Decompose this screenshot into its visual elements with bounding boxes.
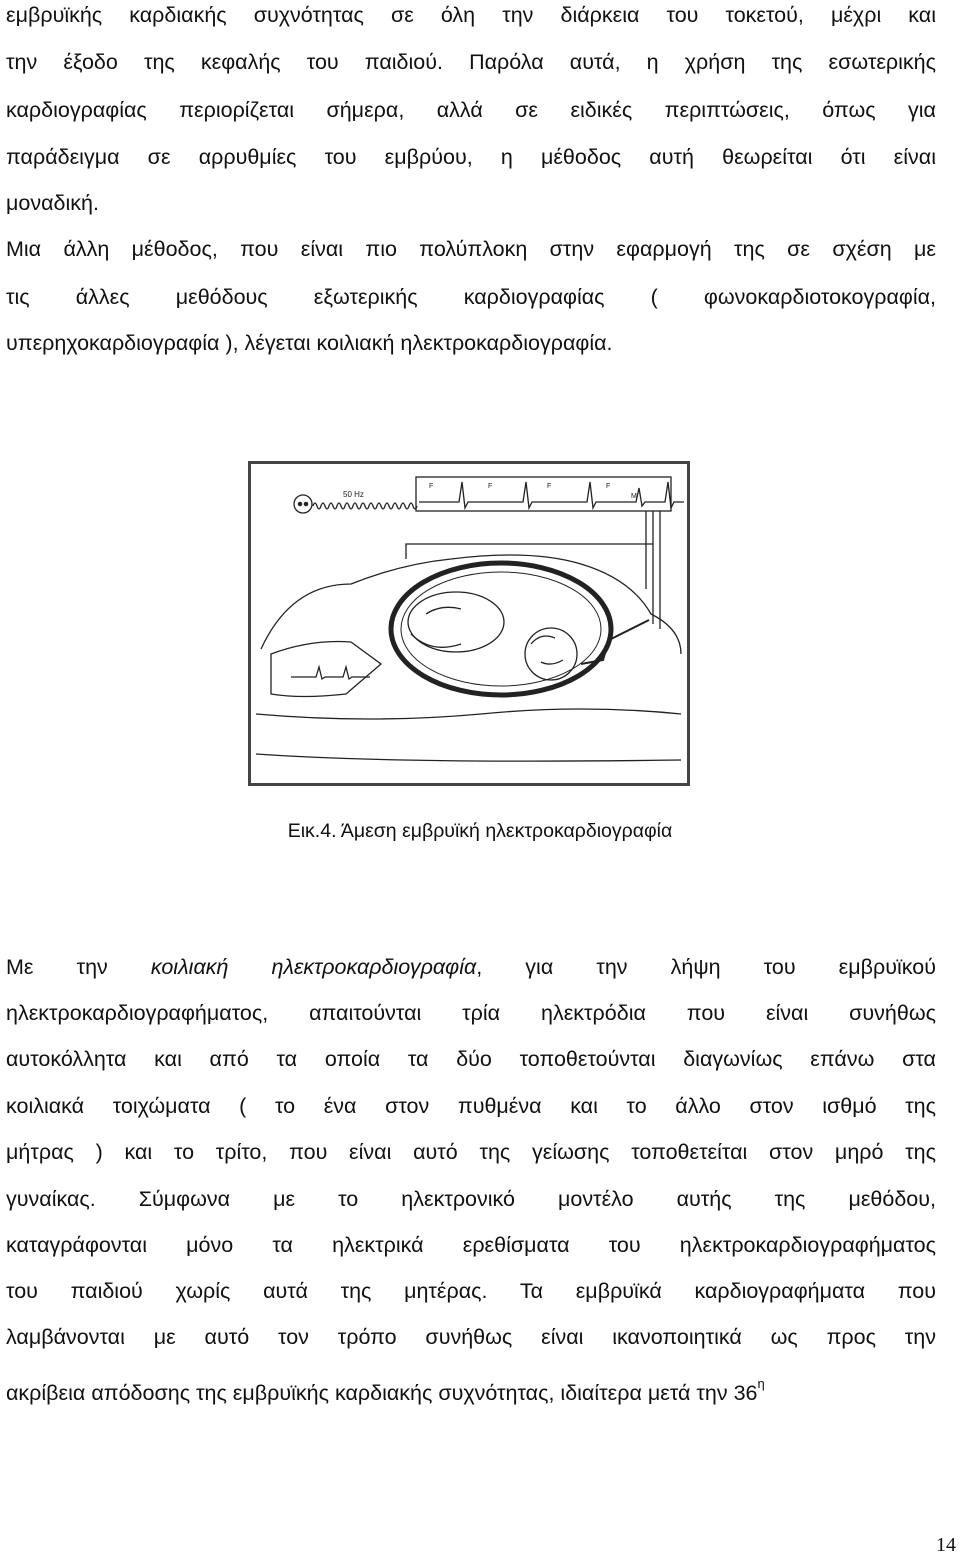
paragraph-line: εμβρυϊκής καρδιακής συχνότητας σε όλη την διάρκεια του τοκετού, μέχρι και	[6, 3, 936, 27]
breast-outline	[271, 642, 381, 697]
figure-caption: Εικ.4. Άμεση εμβρυϊκή ηλεκτροκαρδιογραφία	[287, 820, 673, 842]
electrode-lead	[406, 544, 653, 559]
paragraph-line: Με την κοιλιακή ηλεκτροκαρδιογραφία, για την λήψη του εμβρυϊκού	[6, 955, 936, 979]
label-50hz: 50 Hz	[343, 490, 364, 499]
paragraph-line: μήτρας ) και το τρίτο, που είναι αυτό της γείωσης τοποθετείται στον μηρό της	[6, 1140, 936, 1164]
paragraph-line: παράδειγμα σε αρρυθμίες του εμβρύου, η μέθοδος αυτή θεωρείται ότι είναι	[6, 145, 936, 169]
paragraph-line: τις άλλες μεθόδους εξωτερικής καρδιογραφίας ( φωνοκαρδιοτοκογραφία,	[6, 285, 936, 309]
ecg-trace	[419, 482, 684, 508]
paragraph-line: λαμβάνονται με αυτό τον τρόπο συνήθως είναι ικανοποιητικά ως προς την	[6, 1325, 936, 1349]
body-outline	[256, 709, 681, 719]
ordinal-superscript: η	[757, 1376, 765, 1391]
paragraph-line: την έξοδο της κεφαλής του παιδιού. Παρόλα αυτά, η χρήση της εσωτερικής	[6, 50, 936, 74]
fetus-face	[531, 636, 563, 664]
label-f: F	[606, 483, 611, 490]
abdomen-outline	[261, 555, 681, 654]
paragraph-line: ηλεκτροκαρδιογραφήματος, απαιτούνται τρία ηλεκτρόδια που είναι συνήθως	[6, 1001, 936, 1025]
label-m: M	[631, 493, 637, 500]
label-f: F	[488, 483, 493, 490]
paragraph-line: γυναίκας. Σύμφωνα με το ηλεκτρονικό μοντέλο αυτής της μεθόδου,	[6, 1187, 936, 1211]
uterus-inner	[401, 572, 601, 686]
page-number: 14	[936, 1534, 956, 1556]
paragraph-line: μοναδική.	[6, 191, 99, 215]
paragraph-line: κοιλιακά τοιχώματα ( το ένα στον πυθμένα και το άλλο στον ισθμό της	[6, 1094, 936, 1118]
italic-term: κοιλιακή ηλεκτροκαρδιογραφία	[150, 955, 477, 979]
paragraph-line: αυτοκόλλητα και από τα οποία τα δύο τοποθετούνται διαγωνίως επάνω στα	[6, 1047, 936, 1071]
interference-wave	[313, 503, 417, 509]
label-f: F	[429, 483, 434, 490]
table-outline	[256, 754, 681, 761]
fetus-head	[525, 628, 577, 680]
fetal-ecg-illustration	[248, 461, 690, 786]
electrode-lead	[646, 511, 660, 629]
paragraph-line: καταγράφονται μόνο τα ηλεκτρικά ερεθίσματα του ηλεκτροκαρδιογραφήματος	[6, 1233, 936, 1257]
oscillator-icon	[294, 495, 312, 513]
scalp-electrode	[581, 620, 649, 664]
paragraph-line: του παιδιού χωρίς αυτά της μητέρας. Τα εμβρυϊκά καρδιογραφήματα που	[6, 1279, 936, 1303]
uterus-outline	[391, 563, 611, 695]
label-f: F	[547, 483, 552, 490]
maternal-trace	[291, 667, 370, 679]
paragraph-line: ακρίβεια απόδοσης της εμβρυϊκής καρδιακής συχνότητας, ιδιαίτερα μετά την $36^\eta$	[6, 1376, 765, 1405]
paragraph-line: υπερηχοκαρδιογραφία ), λέγεται κοιλιακή ηλεκτροκαρδιογραφία.	[6, 331, 613, 355]
paragraph-line: καρδιογραφίας περιορίζεται σήμερα, αλλά σε ειδικές περιπτώσεις, όπως για	[6, 98, 936, 122]
paragraph-line: Μια άλλη μέθοδος, που είναι πιο πολύπλοκη στην εφαρμογή της σε σχέση με	[6, 237, 936, 261]
